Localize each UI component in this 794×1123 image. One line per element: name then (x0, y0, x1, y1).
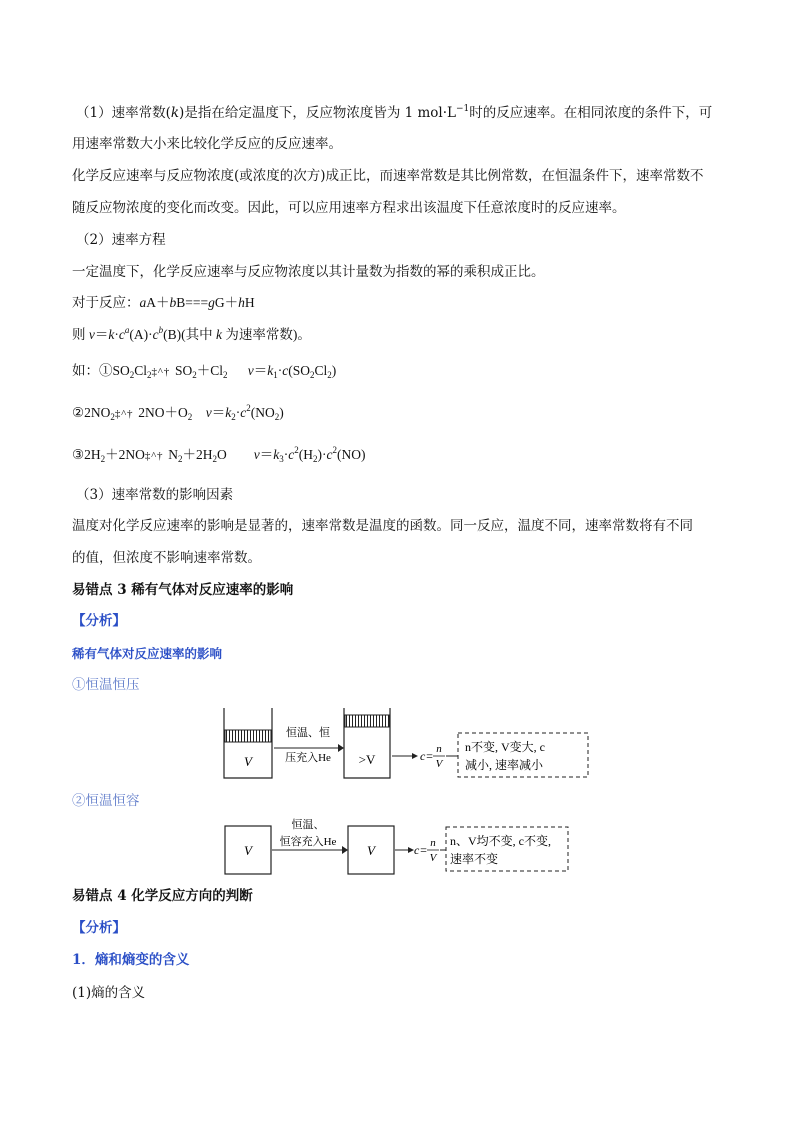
svg-text:恒容充入He: 恒容充入He (279, 836, 337, 848)
svg-text:压充入He: 压充入He (285, 752, 331, 764)
example-3: $③2H_2+2NO\ddagger$ ^ † $N_2+2H_2O$ $v=k_3\cdot c^2(H_2)\cdot c^2(NO)$ (72, 445, 366, 464)
entropy-subheading: 1．熵和熵变的含义 (72, 952, 190, 968)
result-box-1 (458, 733, 588, 777)
diagram-constant-pressure (222, 706, 592, 780)
svg-text:c=: c= (420, 749, 434, 763)
arrow-add-he (274, 725, 344, 764)
svg-text:V: V (429, 852, 437, 864)
svg-text:V: V (244, 843, 252, 858)
example-2: $②2NO_2\ddagger$ ^ † $2NO+O_2$ $v=k_2\cdot c^2(NO_2)$ (72, 403, 284, 422)
general-reaction: 对于反应：aA＋bB===gG＋hH (72, 295, 255, 310)
error-point-3-analysis: 【分析】 (72, 613, 126, 629)
container-1-label: V (244, 754, 252, 769)
svg-text:减小, 速率减小: 减小, 速率减小 (465, 758, 544, 772)
error-point-3-subheading: 稀有气体对反应速率的影响 (72, 646, 223, 661)
result-box-2 (446, 827, 568, 871)
section-rate-equation-title: （2）速率方程 (76, 232, 166, 248)
proportionality-paragraph-2: 随反应物浓度的变化而改变。因此，可以应用速率方程求出该温度下任意浓度时的反应速率。 (72, 200, 626, 216)
svg-text:速率不变: 速率不变 (450, 852, 499, 866)
case-constant-pressure: ①恒温恒压 (72, 677, 140, 693)
formula-c-n-over-v (420, 743, 445, 770)
svg-text:n: n (436, 743, 442, 755)
container-2-label: >V (358, 752, 376, 767)
general-rate-law: 则 $v=k\cdot c^a(A)\cdot c^b(B)$(其中 k 为速率常数)。 (72, 325, 311, 342)
factors-paragraph-1: 温度对化学反应速率的影响是显著的，速率常数是温度的函数。同一反应，温度不同，速率常数将有不同 (72, 518, 693, 534)
error-point-4-heading: 易错点 4 化学反应方向的判断 (72, 888, 253, 904)
container-3 (225, 826, 271, 874)
svg-text:V: V (367, 843, 375, 858)
svg-text:V: V (435, 758, 443, 770)
rate-equation-paragraph: 一定温度下，化学反应速率与反应物浓度以其计量数为指数的幂的乘积成正比。 (72, 264, 545, 280)
svg-text:n、V均不变, c不变,: n、V均不变, c不变, (450, 834, 551, 848)
example-1: 如：$①SO_2Cl_2\ddagger$ ^ † $SO_2+Cl_2$ $v=k_1\cdot c(SO_2Cl_2)$ (72, 363, 337, 380)
error-point-3-heading: 易错点 3 稀有气体对反应速率的影响 (72, 582, 294, 598)
section-factors-title: （3）速率常数的影响因素 (76, 487, 234, 503)
rate-constant-definition: （1）速率常数(k)是指在给定温度下，反应物浓度皆为 1 $mol\cdot L^{-1}$时的反应速率。在相同浓度的条件下，可 (76, 104, 713, 121)
svg-text:恒温、恒: 恒温、恒 (286, 727, 330, 739)
svg-text:n不变, V变大, c: n不变, V变大, c (465, 740, 545, 754)
factors-paragraph-2: 的值，但浓度不影响速率常数。 (72, 550, 261, 566)
svg-text:c=: c= (414, 843, 428, 857)
formula-c-n-over-v-2 (414, 837, 439, 864)
diagram-constant-volume (222, 816, 592, 878)
proportionality-paragraph-1: 化学反应速率与反应物浓度(或浓度的次方)成正比，而速率常数是其比例常数，在恒温条件下，速率常数不 (72, 168, 704, 184)
error-point-4-analysis: 【分析】 (72, 920, 126, 936)
container-2 (344, 708, 390, 778)
svg-text:恒温、: 恒温、 (291, 819, 325, 831)
case-constant-volume: ②恒温恒容 (72, 793, 140, 809)
rate-constant-definition-cont: 用速率常数大小来比较化学反应的反应速率。 (72, 136, 342, 152)
container-1 (224, 708, 272, 778)
arrow-add-he-2 (272, 817, 348, 854)
entropy-meaning: (1)熵的含义 (72, 985, 146, 1001)
svg-text:n: n (430, 837, 436, 849)
container-4 (348, 826, 394, 874)
